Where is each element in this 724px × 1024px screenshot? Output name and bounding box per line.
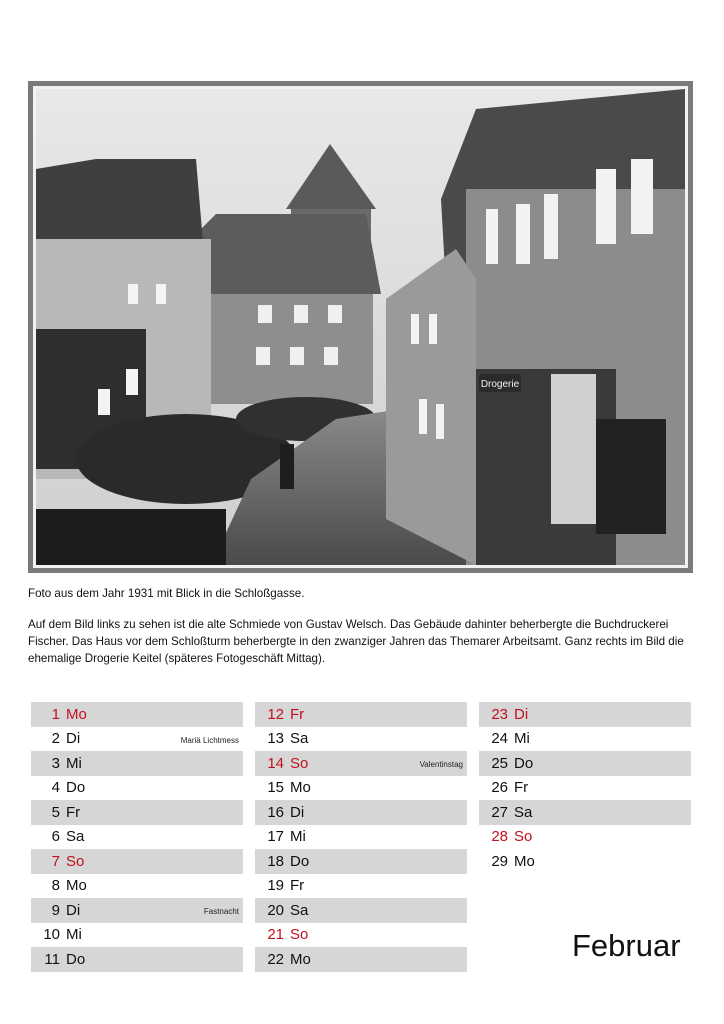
calendar-day: [31, 874, 243, 899]
day-number: 26: [491, 779, 508, 797]
calendar-day: [31, 800, 243, 825]
photo-caption: [28, 585, 698, 667]
day-number: 7: [51, 852, 60, 870]
calendar-day: [255, 898, 467, 923]
weekday: Sa: [514, 803, 533, 821]
weekday: So: [514, 828, 533, 846]
calendar-day: [479, 825, 691, 850]
calendar-day: [479, 849, 691, 874]
weekday: Mi: [290, 828, 306, 846]
month-title: Februar: [572, 928, 681, 963]
calendar-day: [479, 727, 691, 752]
calendar-day: [255, 751, 467, 776]
day-number: 4: [51, 779, 60, 797]
weekday: Do: [290, 852, 310, 870]
day-number: 23: [491, 705, 508, 723]
weekday: Mo: [290, 950, 311, 968]
calendar-day: [255, 727, 467, 752]
calendar-day: [255, 825, 467, 850]
calendar-day: [31, 923, 243, 948]
weekday: Mo: [66, 877, 87, 895]
weekday: So: [290, 926, 309, 944]
weekday: Mi: [514, 730, 530, 748]
day-number: 25: [491, 754, 508, 772]
day-number: 27: [491, 803, 508, 821]
day-number: 18: [267, 852, 284, 870]
day-number: 2: [51, 730, 60, 748]
weekday: Mi: [66, 754, 82, 772]
weekday: Di: [514, 705, 529, 723]
weekday: So: [66, 852, 85, 870]
calendar-day: [255, 800, 467, 825]
day-number: 11: [44, 950, 60, 968]
weekday: Fr: [514, 779, 529, 797]
day-number: 24: [491, 730, 508, 748]
weekday: Mo: [514, 852, 535, 870]
calendar-day: [255, 947, 467, 972]
day-number: 17: [267, 828, 284, 846]
calendar-day: [31, 751, 243, 776]
calendar-day: [255, 923, 467, 948]
day-number: 22: [267, 950, 284, 968]
photo-frame: [28, 81, 693, 573]
holiday-note: Mariä Lichtmess: [180, 735, 239, 745]
day-number: 6: [51, 828, 60, 846]
historic-photo: [33, 86, 688, 568]
day-number: 8: [51, 877, 60, 895]
weekday: Mo: [290, 779, 311, 797]
calendar-day: [479, 776, 691, 801]
day-number: 9: [51, 901, 60, 919]
day-number: 16: [267, 803, 284, 821]
weekday: Di: [66, 730, 81, 748]
weekday: Sa: [290, 730, 309, 748]
weekday: Fr: [66, 803, 81, 821]
calendar-day: [255, 776, 467, 801]
day-number: 14: [267, 754, 284, 772]
weekday: Di: [290, 803, 305, 821]
drogerie-sign: Drogerie: [480, 379, 520, 390]
weekday: Mo: [66, 705, 87, 723]
weekday: Mi: [66, 926, 82, 944]
calendar-day: [31, 776, 243, 801]
calendar-day: [31, 947, 243, 972]
day-number: 19: [267, 877, 284, 895]
weekday: Do: [66, 950, 86, 968]
calendar-column-3: [479, 702, 691, 874]
day-number: 20: [267, 901, 284, 919]
calendar-day: [31, 849, 243, 874]
day-number: 5: [51, 803, 60, 821]
calendar-day: [31, 898, 243, 923]
calendar-day: [31, 727, 243, 752]
weekday: Sa: [66, 828, 85, 846]
calendar-day: [255, 702, 467, 727]
day-number: 3: [51, 754, 60, 772]
calendar-column-2: [255, 702, 467, 972]
holiday-note: Fastnacht: [203, 907, 239, 916]
caption-title: Foto aus dem Jahr 1931 mit Blick in die Schloßgasse.: [28, 587, 305, 600]
day-number: 21: [267, 926, 284, 944]
weekday: Di: [66, 901, 81, 919]
calendar-day: [479, 751, 691, 776]
weekday: Do: [514, 754, 534, 772]
weekday: So: [290, 754, 309, 772]
calendar-day: [255, 874, 467, 899]
calendar-day: [255, 849, 467, 874]
day-number: 15: [267, 779, 284, 797]
calendar-day: [31, 825, 243, 850]
calendar-day: [31, 702, 243, 727]
calendar-column-1: [31, 702, 243, 972]
weekday: Sa: [290, 901, 309, 919]
calendar-day: [479, 702, 691, 727]
caption-description: Auf dem Bild links zu sehen ist die alte Schmiede von Gustav Welsch. Das Gebäude dahinter beherbergte die Buchdruckerei Fischer. Das Haus vor dem Schloßturm beherbergte in den zwanziger Jahren das Themarer Arbeitsamt. Ganz rechts im Bild die ehemalige Drogerie Keitel (späteres Fotogeschäft Mittag).: [28, 618, 684, 665]
weekday: Fr: [290, 877, 305, 895]
holiday-note: Valentinstag: [419, 760, 463, 769]
weekday: Do: [66, 779, 86, 797]
calendar-day: [479, 800, 691, 825]
day-number: 10: [43, 926, 60, 944]
day-number: 29: [491, 852, 508, 870]
day-number: 13: [267, 730, 284, 748]
day-number: 28: [491, 828, 508, 846]
weekday: Fr: [290, 705, 305, 723]
day-number: 12: [267, 705, 284, 723]
day-number: 1: [51, 705, 60, 723]
street-scene-illustration: [36, 89, 685, 565]
